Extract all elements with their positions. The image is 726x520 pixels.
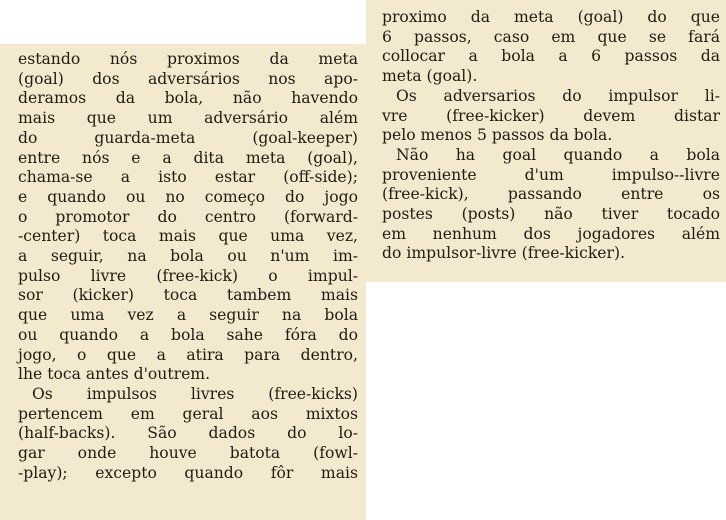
text-line: o promotor do centro (forward- — [18, 207, 358, 226]
text-line: em nenhum dos jogadores além — [382, 224, 720, 243]
text-line: sor (kicker) toca tambem mais — [18, 286, 358, 305]
text-line: jogo, o que a atira para dentro, — [18, 345, 358, 364]
text-line: pertencem em geral aos mixtos — [18, 404, 358, 423]
text-line: estando nós proximos da meta — [18, 50, 358, 68]
paragraph-distance — [382, 87, 720, 146]
text-line: que uma vez a seguir na bola — [18, 306, 358, 325]
text-line: postes (posts) não tiver tocado — [382, 205, 720, 224]
paragraph-no-goal — [382, 146, 720, 264]
text-line: lhe toca antes d'outrem. — [18, 365, 211, 384]
text-column-right — [382, 8, 720, 264]
text-line: entre nós e a dita meta (goal), — [18, 148, 358, 167]
text-line: Os adversarios do impulsor li- — [396, 86, 720, 105]
text-line: -play); excepto quando fôr mais — [18, 463, 358, 482]
text-line: pelo menos 5 passos da bola. — [382, 126, 613, 145]
text-line: Os impulsos livres (free-kicks) — [32, 384, 358, 403]
text-line: (free-kick), passando entre os — [382, 185, 720, 204]
text-line: chama-se a isto estar (off-side); — [18, 168, 358, 187]
text-line: gar onde houve batota (fowl- — [18, 444, 358, 463]
newspaper-clipping-right — [366, 0, 726, 282]
text-line: do guarda-meta (goal-keeper) — [18, 128, 358, 147]
text-line: mais que um adversário além — [18, 109, 358, 128]
text-line: -center) toca mais que uma vez, — [18, 227, 358, 246]
text-line: a seguir, na bola ou n'um im- — [18, 247, 358, 266]
text-line: do impulsor-livre (free-kicker). — [382, 244, 626, 263]
text-column-left — [18, 50, 358, 483]
text-line: e quando ou no começo do jogo — [18, 187, 358, 206]
text-line: meta (goal). — [382, 67, 478, 86]
newspaper-clipping-left — [0, 44, 366, 520]
text-line: (half-backs). São dados do lo- — [18, 424, 358, 443]
text-line: deramos da bola, não havendo — [18, 89, 358, 108]
text-line: pulso livre (free-kick) o impul- — [18, 266, 358, 285]
text-line: proveniente d'um impulso--livre — [382, 165, 720, 184]
text-line: 6 passos, caso em que se fará — [382, 27, 720, 46]
paragraph-free-kicks — [18, 385, 358, 484]
text-line: ou quando a bola sahe fóra do — [18, 325, 358, 344]
text-line: vre (free-kicker) devem distar — [382, 106, 720, 125]
paragraph-continuation — [382, 8, 720, 87]
text-line: (goal) dos adversários nos apo- — [18, 69, 358, 88]
paragraph-off-side — [18, 50, 358, 385]
text-line: Não ha goal quando a bola — [396, 145, 720, 164]
text-line: collocar a bola a 6 passos da — [382, 47, 720, 66]
text-line: proximo da meta (goal) do que — [382, 8, 720, 26]
